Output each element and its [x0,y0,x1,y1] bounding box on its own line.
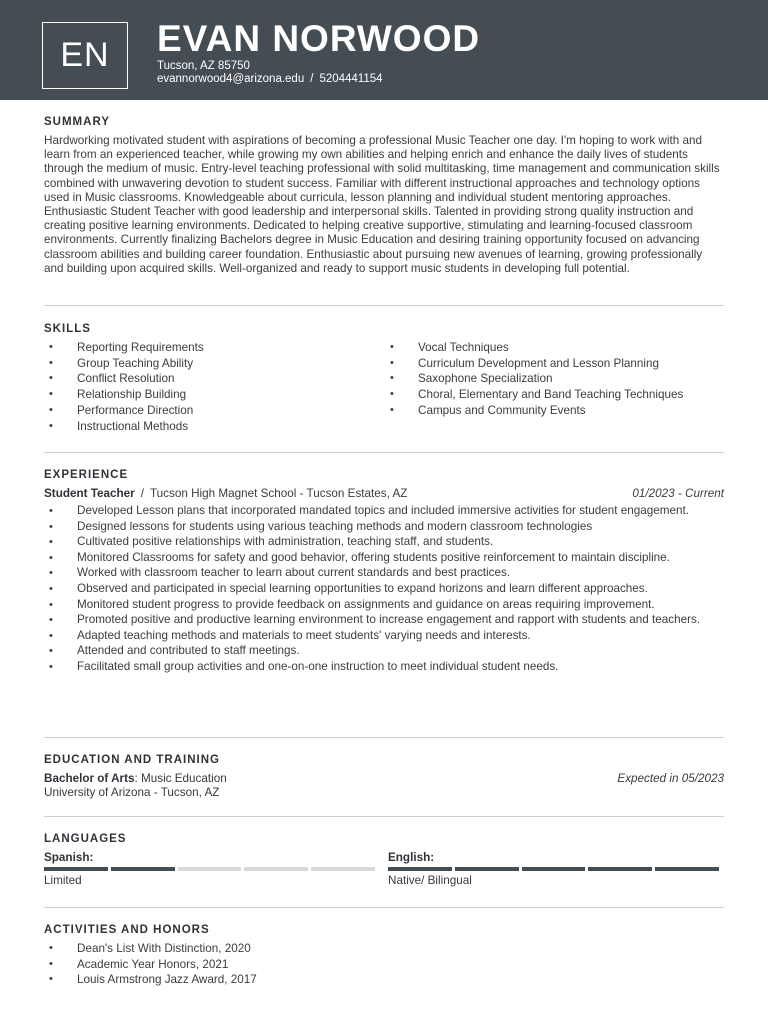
language-level: Native/ Bilingual [388,874,472,887]
skill-item: • Instructional Methods [44,419,374,435]
phone[interactable]: 5204441154 [319,73,383,85]
skill-item: • Saxophone Specialization [385,371,725,387]
job-employer: Tucson High Magnet School - Tucson Estates, AZ [149,487,408,500]
language-proficiency-bar [388,867,719,871]
experience-bullet: • Adapted teaching methods and materials to meet students' varying needs and interests. [44,629,729,643]
section-divider [44,907,724,908]
proficiency-segment-empty [178,867,242,871]
job-dates: 01/2023 - Current [632,487,724,500]
school: University of Arizona - Tucson, AZ [44,786,220,799]
skill-item: • Curriculum Development and Lesson Planning [385,356,725,372]
job-separator: / [140,487,144,500]
activities-list [44,941,444,988]
experience-bullet: • Designed lessons for students using various teaching methods and modern classroom technologies [44,520,729,534]
experience-bullet: • Cultivated positive relationships with administration, teaching staff, and students. [44,535,729,549]
experience-heading: EXPERIENCE [44,469,129,481]
section-divider [44,737,724,738]
summary-heading: SUMMARY [44,116,110,128]
job-header [44,487,724,501]
skills-list-left [44,340,374,434]
resume-header [0,0,768,100]
proficiency-segment-filled [522,867,586,871]
experience-bullet: • Observed and participated in special learning opportunities to expand horizons and learn different approaches. [44,582,729,596]
activity-item: • Louis Armstrong Jazz Award, 2017 [44,972,444,988]
proficiency-segment-filled [111,867,175,871]
skills-list-right [385,340,725,419]
field-of-study: : Music Education [134,772,227,785]
proficiency-segment-filled [44,867,108,871]
language-name: Spanish: [44,851,94,864]
contact-line [157,73,383,86]
section-divider [44,452,724,453]
initials-monogram: EN [42,22,128,89]
language-proficiency-bar [44,867,375,871]
candidate-name: EVAN NORWOOD [157,18,481,59]
experience-bullet: • Attended and contributed to staff meetings. [44,644,729,658]
experience-bullet: • Developed Lesson plans that incorporated mandated topics and included immersive activities for student engagement. [44,504,729,518]
proficiency-segment-empty [311,867,375,871]
experience-bullet: • Facilitated small group activities and one-on-one instruction to meet individual student needs. [44,660,729,674]
language-name: English: [388,851,435,864]
experience-bullet: • Worked with classroom teacher to learn about current standards and best practices. [44,566,729,580]
proficiency-segment-filled [455,867,519,871]
skills-heading: SKILLS [44,323,91,335]
experience-bullet: • Monitored student progress to provide feedback on assignments and guidance on areas requiring improvement. [44,598,729,612]
skill-item: • Reporting Requirements [44,340,374,356]
skill-item: • Vocal Techniques [385,340,725,356]
experience-bullet: • Monitored Classrooms for safety and good behavior, offering students positive reinforcement to maintain discipline. [44,551,729,565]
address: Tucson, AZ 85750 [157,60,250,72]
section-divider [44,816,724,817]
skill-item: • Campus and Community Events [385,403,725,419]
skill-item: • Choral, Elementary and Band Teaching Techniques [385,387,725,403]
proficiency-segment-filled [388,867,452,871]
experience-bullets [44,504,729,676]
language-spanish [44,851,375,888]
languages-heading: LANGUAGES [44,833,127,845]
job-title: Student Teacher [44,487,135,500]
education-heading: EDUCATION AND TRAINING [44,754,220,766]
experience-bullet: • Promoted positive and productive learning environment to increase engagement and rapport with students and teachers. [44,613,729,627]
activity-item: • Dean's List With Distinction, 2020 [44,941,444,957]
skill-item: • Performance Direction [44,403,374,419]
education-entry [44,772,724,786]
proficiency-segment-empty [244,867,308,871]
language-english [388,851,719,888]
skill-item: • Conflict Resolution [44,371,374,387]
degree: Bachelor of Arts [44,772,135,785]
proficiency-segment-filled [655,867,719,871]
activity-item: • Academic Year Honors, 2021 [44,957,444,973]
activities-heading: ACTIVITIES AND HONORS [44,924,210,936]
skill-item: • Relationship Building [44,387,374,403]
education-date: Expected in 05/2023 [617,772,724,785]
skill-item: • Group Teaching Ability [44,356,374,372]
contact-separator: / [310,73,314,85]
section-divider [44,305,724,306]
email[interactable]: evannorwood4@arizona.edu [157,73,305,85]
language-level: Limited [44,874,82,887]
proficiency-segment-filled [588,867,652,871]
summary-text: Hardworking motivated student with aspirations of becoming a professional Music Teacher one day. I'm hoping to work with and learn from an experienced teacher, while growing my own abilities and helping enrich and enhance the daily lives of students through the medium of music. Entry-level teaching professional with solid multitasking, time management and communication skills combined with unwavering devotion to student success. Familiar with different instructional approaches and technology options used in Music classrooms. Knowledgeable about curricula, lesson planning and individual student mentoring approaches. Enthusiastic Student Teacher with good leadership and interpersonal skills. Talented in providing strong quality instruction and creating positive learning environments. Dedicated to helping creative supportive, stimulating and learning-focused classroom environments. Currently finalizing Bachelors degree in Music Education and desiring training opportunity focused on advancing classroom abilities and building career foundation. Enthusiastic about pursuing new avenues of learning, growing professionally and building upon acquired skills. Well-organized and ready to support music students in developing full potential. [44,134,720,275]
